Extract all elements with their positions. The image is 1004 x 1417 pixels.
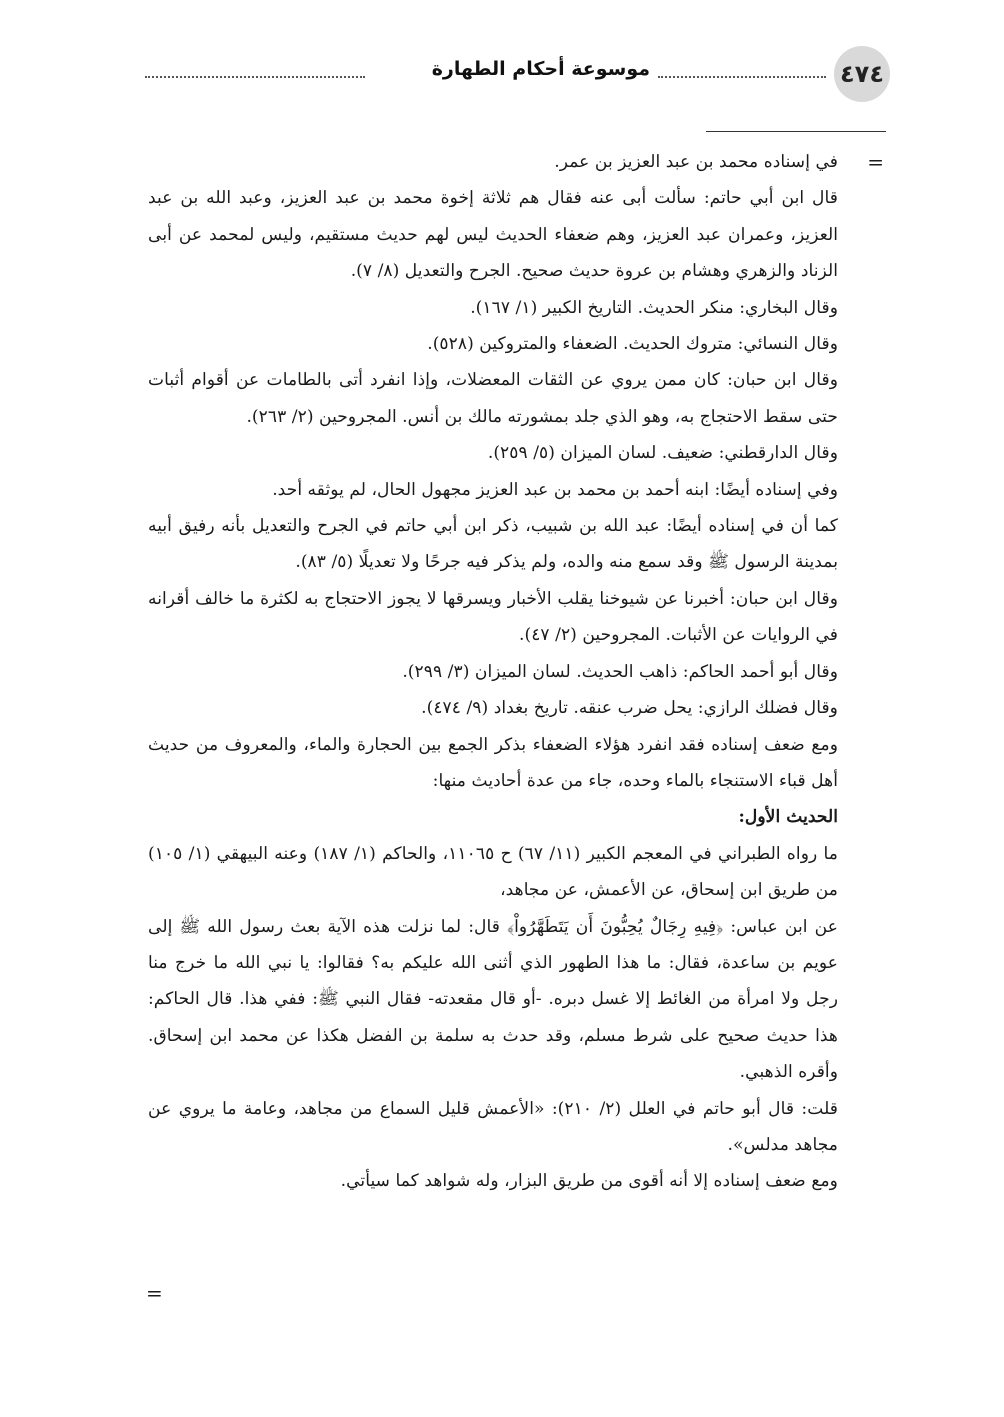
paragraph: وقال ابن حبان: أخبرنا عن شيوخنا يقلب الأخبار ويسرقها لا يجوز الاحتجاج به لكثرة ما خالف أقرانه في الروايات عن الأثبات. المجروحين (٢/ ٤٧).: [148, 588, 838, 646]
paragraph: ومع ضعف إسناده إلا أنه أقوى من طريق البزار، وله شواهد كما سيأتي.: [340, 1171, 838, 1192]
paragraph: قلت: قال أبو حاتم في العلل (٢/ ٢١٠): «الأعمش قليل السماع من مجاهد، وعامة ما يروي عن مجاهد مدلس».: [148, 1098, 838, 1155]
paragraph: وقال أبو أحمد الحاكم: ذاهب الحديث. لسان الميزان (٣/ ٢٩٩).: [402, 661, 838, 682]
footnote-body: [148, 144, 838, 1200]
paragraph: وقال فضلك الرازي: يحل ضرب عنقه. تاريخ بغداد (٩/ ٤٧٤).: [421, 698, 838, 719]
book-title: موسوعة أحكام الطهارة: [431, 58, 650, 80]
paragraph: عن ابن عباس: ﴿فِيهِ رِجَالٌ يُحِبُّونَ أَن يَتَطَهَّرُواْ﴾ قال: لما نزلت هذه الآية بعث رسول الله ﷺ إلى عويم بن ساعدة، فقال: ما هذا الطهور الذي أثنى الله عليكم به؟ فقالوا: يا نبي الله ما خرج منا رجل ولا امرأة من الغائط إلا غسل دبره. -أو قال مقعدته- فقال النبي ﷺ: ففي هذا. قال الحاكم: هذا حديث صحيح على شرط مسلم، وقد حدث به سلمة بن الفضل هكذا عن محمد ابن إسحاق. وأقره الذهبي.: [148, 916, 838, 1083]
running-header: [145, 46, 890, 102]
paragraph: وقال ابن حبان: كان ممن يروي عن الثقات المعضلات، وإذا انفرد أتى بالطامات عن أقوام أثبات حتى سقط الاحتجاج به، وهو الذي جلد بمشورته مالك بن أنس. المجروحين (٢/ ٢٦٣).: [148, 370, 838, 427]
header-dotted-leader-left: [145, 76, 365, 78]
footnote-rule: [706, 131, 886, 132]
paragraph: ما رواه الطبراني في المعجم الكبير (١١/ ٦٧) ح ١١٠٦٥، والحاكم (١/ ١٨٧) وعنه البيهقي (١/ ١٠٥) من طريق ابن إسحاق، عن الأعمش، عن مجاهد،: [148, 843, 838, 901]
paragraph: وقال البخاري: منكر الحديث. التاريخ الكبير (١/ ١٦٧).: [470, 297, 838, 318]
continuation-mark-bottom: =: [146, 1281, 163, 1305]
paragraph: قال ابن أبي حاتم: سألت أبى عنه فقال هم ثلاثة إخوة محمد بن عبد العزيز، وعبد الله بن عبد العزيز، وعمران عبد العزيز، وهم ضعفاء الحديث ليس لهم حديث مستقيم، وليس لمحمد عن أبى الزناد والزهري وهشام بن عروة حديث صحيح. الجرح والتعديل (٨/ ٧).: [148, 188, 838, 282]
header-dotted-leader-right: [658, 76, 826, 78]
continuation-mark-top: =: [867, 150, 884, 174]
section-heading: الحديث الأول:: [738, 807, 838, 828]
paragraph: في إسناده محمد بن عبد العزيز بن عمر.: [554, 152, 838, 172]
paragraph: وفي إسناده أيضًا: ابنه أحمد بن محمد بن عبد العزيز مجهول الحال، لم يوثقه أحد.: [272, 479, 838, 500]
paragraph: كما أن في إسناده أيضًا: عبد الله بن شبيب، ذكر ابن أبي حاتم في الجرح والتعديل بأنه رفيق أبيه بمدينة الرسول ﷺ وقد سمع منه والده، ولم يذكر فيه جرحًا ولا تعديلًا (٥/ ٨٣).: [148, 516, 838, 573]
page-number-badge: ٤٧٤: [834, 46, 890, 102]
paragraph: وقال النسائي: متروك الحديث. الضعفاء والمتروكين (٥٢٨).: [427, 334, 838, 355]
paragraph: وقال الدارقطني: ضعيف. لسان الميزان (٥/ ٢٥٩).: [487, 443, 838, 464]
paragraph: ومع ضعف إسناده فقد انفرد هؤلاء الضعفاء بذكر الجمع بين الحجارة والماء، والمعروف من حديث أهل قباء الاستنجاء بالماء وحده، جاء من عدة أحاديث منها:: [148, 734, 838, 791]
